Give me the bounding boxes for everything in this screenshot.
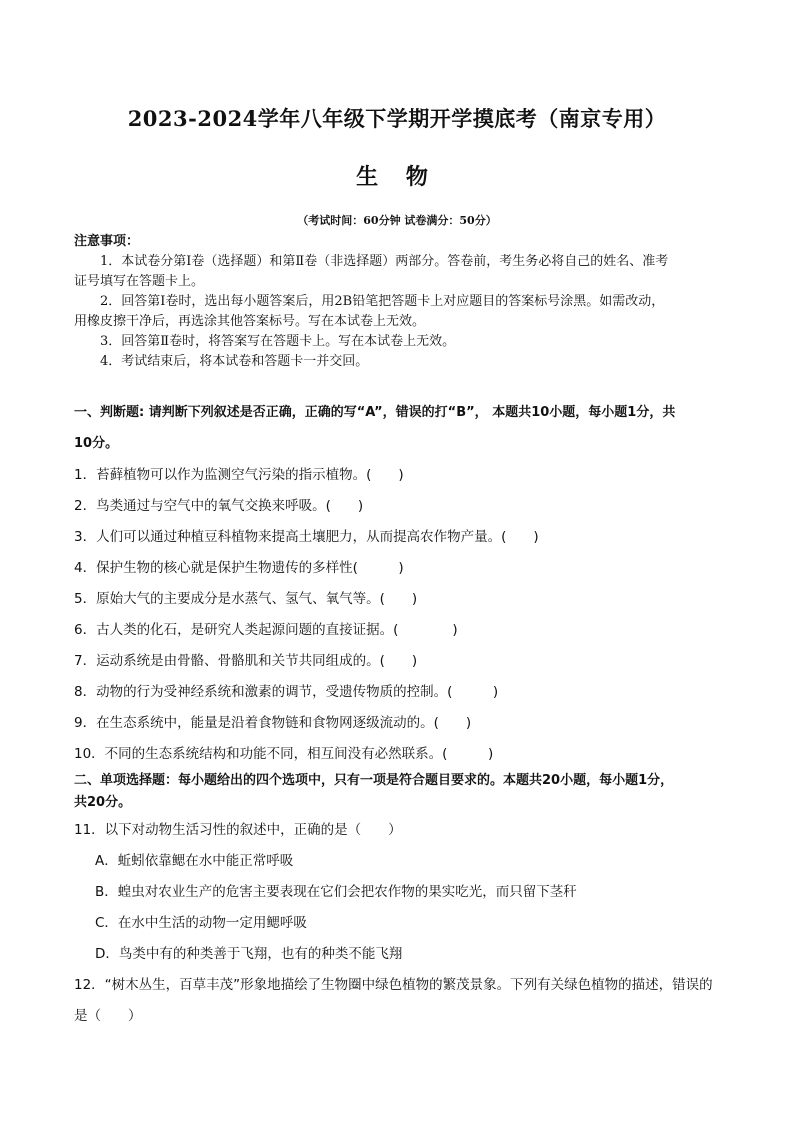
question-10: 10．不同的生态系统结构和功能不同，相互间没有必然联系。( ) (74, 746, 494, 762)
question-8: 8．动物的行为受神经系统和激素的调节，受遗传物质的控制。( ) (74, 684, 499, 700)
question-12-stem: 12．“树木丛生，百草丰茂”形象地描绘了生物圈中绿色植物的繁茂景象。下列有关绿色植物的描述，错误的 (74, 977, 713, 993)
section2-heading-cont: 共20分。 (74, 795, 132, 810)
question-1: 1．苔藓植物可以作为监测空气污染的指示植物。( ) (74, 467, 404, 483)
question-7: 7．运动系统是由骨骼、骨骼肌和关节共同组成的。( ) (74, 653, 418, 669)
page-title: 2023-2024学年八年级下学期开学摸底考（南京专用） (127, 106, 667, 131)
section1-heading: 一、判断题: 请判断下列叙述是否正确，正确的写“A”，错误的打“B”， 本题共10小题，每小题1分，共 (74, 405, 676, 420)
question-2: 2．鸟类通过与空气中的氧气交换来呼吸。( ) (74, 498, 364, 514)
question-11-option-b: B．蝗虫对农业生产的危害主要表现在它们会把农作物的果实吃光，而只留下茎秆 (95, 884, 577, 900)
notice-heading: 注意事项： (74, 234, 140, 249)
question-11-option-a: A．蚯蚓依靠鳃在水中能正常呼吸 (95, 853, 294, 869)
question-12-stem-cont: 是（ ） (74, 1008, 142, 1024)
question-3: 3．人们可以通过种植豆科植物来提高土壤肥力，从而提高农作物产量。( ) (74, 529, 539, 545)
notice-item: 用橡皮擦干净后，再选涂其他答案标号。写在本试卷上无效。 (74, 314, 426, 329)
question-5: 5．原始大气的主要成分是水蒸气、氢气、氧气等。( ) (74, 591, 418, 607)
notice-item: 4．考试结束后，将本试卷和答题卡一并交回。 (100, 354, 369, 369)
question-11-stem: 11．以下对动物生活习性的叙述中，正确的是（ ） (74, 822, 402, 838)
question-6: 6．古人类的化石，是研究人类起源问题的直接证据。( ) (74, 622, 458, 638)
notice-item: 证号填写在答题卡上。 (74, 274, 205, 289)
notice-item: 2．回答第Ⅰ卷时，选出每小题答案后，用2B铅笔把答题卡上对应题目的答案标号涂黑。如需改动， (100, 294, 665, 309)
exam-info: （考试时间：60分钟 试卷满分：50分） (297, 214, 497, 227)
notice-block (74, 232, 734, 372)
section2-heading: 二、单项选择题：每小题给出的四个选项中，只有一项是符合题目要求的。本题共20小题，每小题1分， (74, 773, 674, 788)
question-11-option-d: D．鸟类中有的种类善于飞翔，也有的种类不能飞翔 (95, 946, 403, 962)
subject-title: 生 物 (356, 164, 438, 190)
question-11-option-c: C．在水中生活的动物一定用鳃呼吸 (95, 915, 307, 931)
question-9: 9．在生态系统中，能量是沿着食物链和食物网逐级流动的。( ) (74, 715, 472, 731)
question-4: 4．保护生物的核心就是保护生物遗传的多样性( ) (74, 560, 404, 576)
notice-item: 1．本试卷分第Ⅰ卷（选择题）和第Ⅱ卷（非选择题）两部分。答卷前，考生务必将自己的姓名、准考 (100, 254, 669, 269)
notice-item: 3．回答第Ⅱ卷时，将答案写在答题卡上。写在本试卷上无效。 (100, 334, 456, 349)
section1-heading-cont: 10分。 (74, 436, 119, 451)
